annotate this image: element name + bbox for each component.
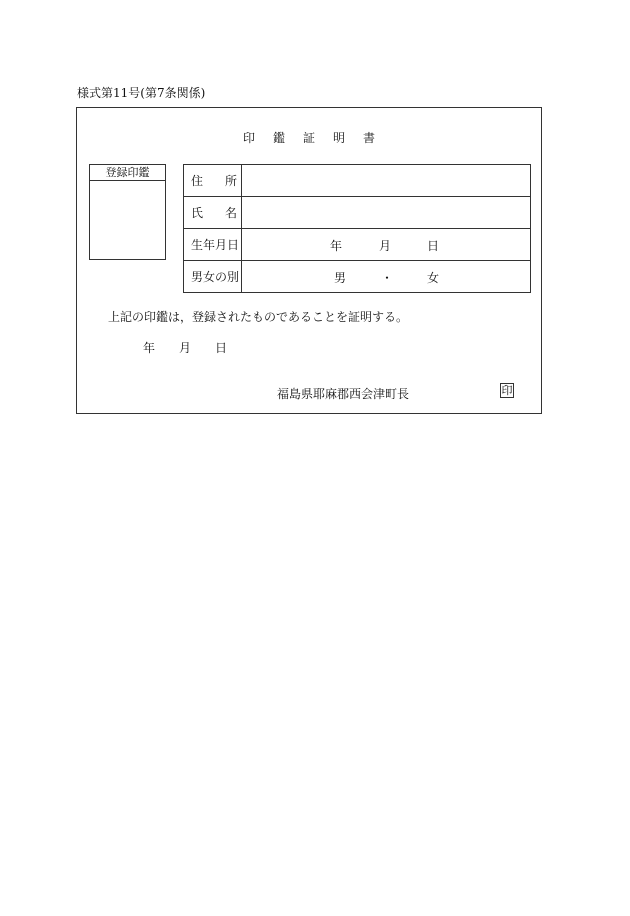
issue-date-year: 年 [143,341,156,355]
issue-date-day: 日 [215,341,228,355]
gender-male: 男 [334,271,347,285]
birthdate-value [242,229,531,261]
gender-row [184,261,531,293]
name-label [184,197,242,229]
gender-female: 女 [427,271,440,285]
birthdate-day: 日 [427,239,440,253]
birthdate-label: 生年月日 [184,229,242,261]
birthdate-month: 月 [379,239,392,253]
title-char: 書 [363,131,376,145]
address-label [184,165,242,197]
name-label-char: 名 [224,206,237,220]
form-number: 様式第11号(第7条関係) [77,86,206,100]
gender-separator: ・ [381,271,394,285]
title-char: 明 [333,131,346,145]
address-label-char: 所 [224,174,237,188]
title-char: 証 [302,131,315,145]
issuer-name: 福島県耶麻郡西会津町長 [277,387,410,401]
certificate-title [77,129,541,146]
registered-seal-box [89,164,166,260]
official-seal-mark: 印 [501,384,513,397]
address-label-char: 住 [191,174,204,188]
gender-value [242,261,531,293]
birthdate-row [184,229,531,261]
address-value [242,165,531,197]
certification-statement: 上記の印鑑は，登録されたものであることを証明する。 [108,310,409,324]
name-label-char: 氏 [191,206,204,220]
registered-seal-label: 登録印鑑 [90,165,165,181]
name-value [242,197,531,229]
seal-certificate-form [76,107,542,414]
birthdate-year: 年 [330,239,343,253]
address-row [184,165,531,197]
issue-date-month: 月 [179,341,192,355]
title-char: 鑑 [272,131,285,145]
title-char: 印 [242,131,255,145]
gender-label: 男女の別 [184,261,242,293]
name-row [184,197,531,229]
registrant-info-table [183,164,531,293]
